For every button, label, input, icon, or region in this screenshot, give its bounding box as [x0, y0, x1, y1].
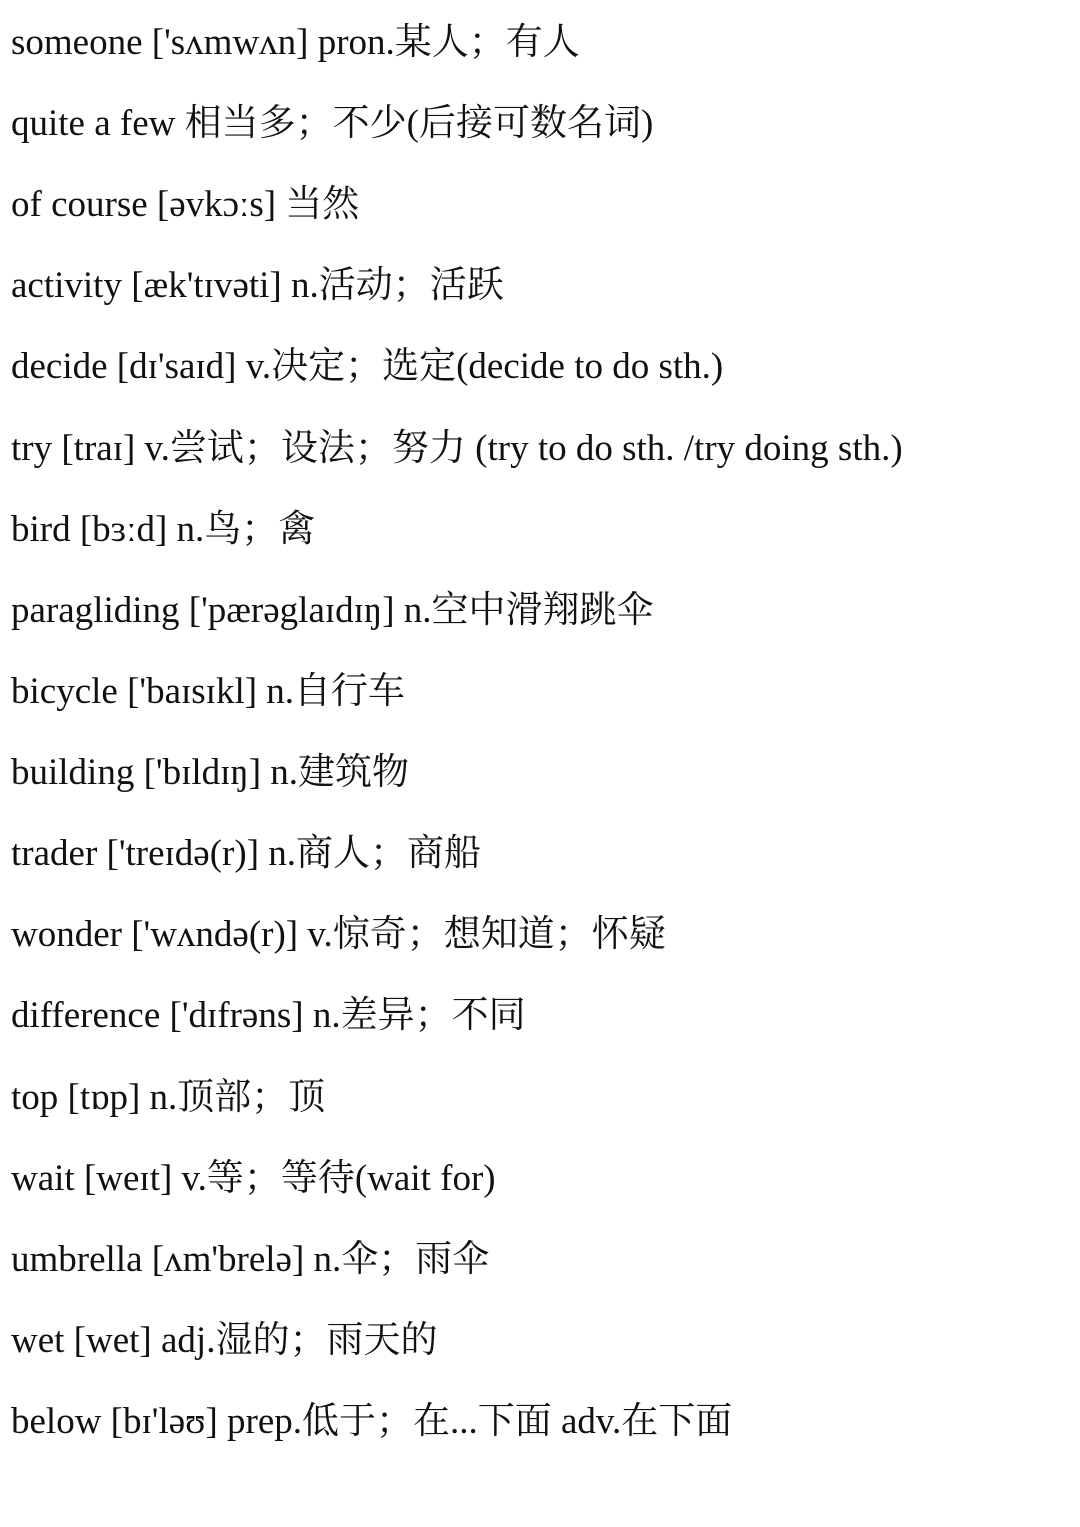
- vocab-entry-text: building ['bɪldɪŋ] n.建筑物: [11, 752, 410, 793]
- vocab-entry-bicycle: [11, 673, 1071, 754]
- vocab-entry-wet: [11, 1322, 1071, 1403]
- vocab-entry-text: decide [dɪ'saɪd] v.决定；选定(decide to do sth.): [11, 346, 724, 387]
- vocab-entry-text: difference ['dɪfrəns] n.差异；不同: [11, 995, 526, 1036]
- vocab-entry-someone: [11, 24, 1071, 105]
- vocab-entry-activity: [11, 267, 1071, 348]
- vocab-entry-quite-a-few: [11, 105, 1071, 186]
- vocab-entry-difference: [11, 997, 1071, 1078]
- vocab-entry-umbrella: [11, 1241, 1071, 1322]
- vocab-entry-paragliding: [11, 592, 1071, 673]
- vocab-entry-text: bird [bɜːd] n.鸟；禽: [11, 509, 316, 550]
- vocab-entry-text: umbrella [ʌm'brelə] n.伞；雨伞: [11, 1239, 490, 1280]
- vocab-entry-text: activity [æk'tɪvəti] n.活动；活跃: [11, 265, 504, 306]
- vocab-entry-top: [11, 1079, 1071, 1160]
- vocab-entry-text: below [bɪ'ləʊ] prep.低于；在...下面 adv.在下面: [11, 1401, 733, 1442]
- vocab-entry-text: of course [əvkɔːs] 当然: [11, 184, 360, 225]
- vocab-entry-text: try [traɪ] v.尝试；设法；努力 (try to do sth. /try doing sth.): [11, 428, 903, 469]
- vocab-entry-text: wait [weɪt] v.等；等待(wait for): [11, 1158, 496, 1199]
- vocab-entry-text: someone ['sʌmwʌn] pron.某人；有人: [11, 22, 580, 63]
- vocab-entry-text: trader ['treɪdə(r)] n.商人；商船: [11, 833, 482, 874]
- vocab-entry-text: top [tɒp] n.顶部；顶: [11, 1077, 326, 1118]
- vocab-entry-of-course: [11, 186, 1071, 267]
- vocab-entry-trader: [11, 835, 1071, 916]
- vocab-entry-decide: [11, 348, 1071, 429]
- vocab-entry-text: quite a few 相当多；不少(后接可数名词): [11, 103, 654, 144]
- vocab-entry-wonder: [11, 916, 1071, 997]
- vocab-entry-bird: [11, 511, 1071, 592]
- vocab-entry-text: paragliding ['pærəglaɪdɪŋ] n.空中滑翔跳伞: [11, 590, 654, 631]
- vocab-entry-text: wet [wet] adj.湿的；雨天的: [11, 1320, 438, 1361]
- vocab-entry-below: [11, 1403, 1071, 1484]
- vocab-entry-wait: [11, 1160, 1071, 1241]
- vocab-entry-try: [11, 430, 1071, 511]
- vocab-entry-building: [11, 754, 1071, 835]
- vocab-entry-text: wonder ['wʌndə(r)] v.惊奇；想知道；怀疑: [11, 914, 666, 955]
- vocab-entry-text: bicycle ['baɪsɪkl] n.自行车: [11, 671, 406, 712]
